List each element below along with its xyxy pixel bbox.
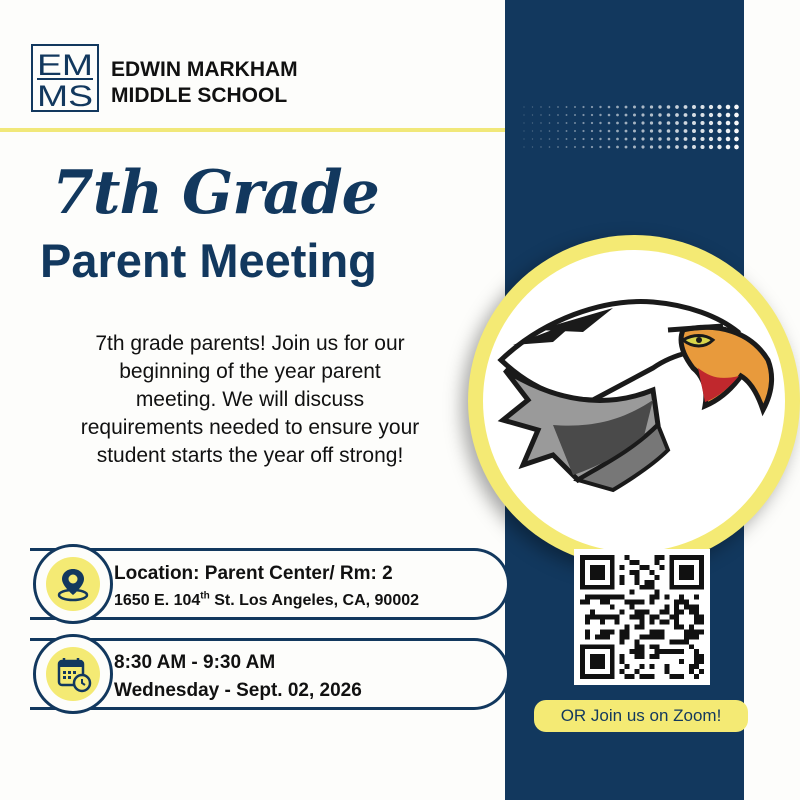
description-line: student starts the year off strong! [96, 444, 404, 467]
school-logo [31, 44, 99, 112]
map-pin-icon [46, 557, 100, 611]
logo-letters-top: EM [37, 49, 93, 82]
description-line: beginning of the year parent [119, 360, 381, 383]
logo-letters-bottom: MS [37, 80, 93, 110]
divider-line [0, 128, 505, 132]
zoom-badge[interactable]: OR Join us on Zoom! [534, 700, 748, 732]
calendar-clock-icon [46, 647, 100, 701]
school-name [111, 57, 371, 109]
description-line: requirements needed to ensure your [80, 416, 420, 439]
meeting-date: Wednesday - Sept. 02, 2026 [114, 680, 362, 701]
location-address: 1650 E. 104th St. Los Angeles, CA, 90002 [114, 590, 420, 609]
school-name-line2: MIDDLE SCHOOL [111, 84, 288, 107]
schedule-icon-badge [46, 647, 100, 701]
description-line: meeting. We will discuss [135, 388, 365, 411]
title-script: 7th Grade [52, 158, 379, 228]
emms-logo-mark [33, 46, 97, 110]
meeting-time: 8:30 AM - 9:30 AM [114, 652, 276, 673]
mascot-circle [483, 250, 785, 552]
qr-code-icon [580, 555, 704, 679]
location-name: Location: Parent Center/ Rm: 2 [114, 563, 393, 584]
dot-pattern [520, 103, 745, 153]
eagle-mascot-icon [483, 250, 785, 552]
qr-code[interactable] [574, 549, 710, 685]
location-icon-badge [46, 557, 100, 611]
description-line: 7th grade parents! Join us for our [95, 332, 405, 355]
title-main: Parent Meeting [40, 234, 377, 287]
description [30, 330, 470, 470]
school-name-line1: EDWIN MARKHAM [111, 58, 298, 81]
